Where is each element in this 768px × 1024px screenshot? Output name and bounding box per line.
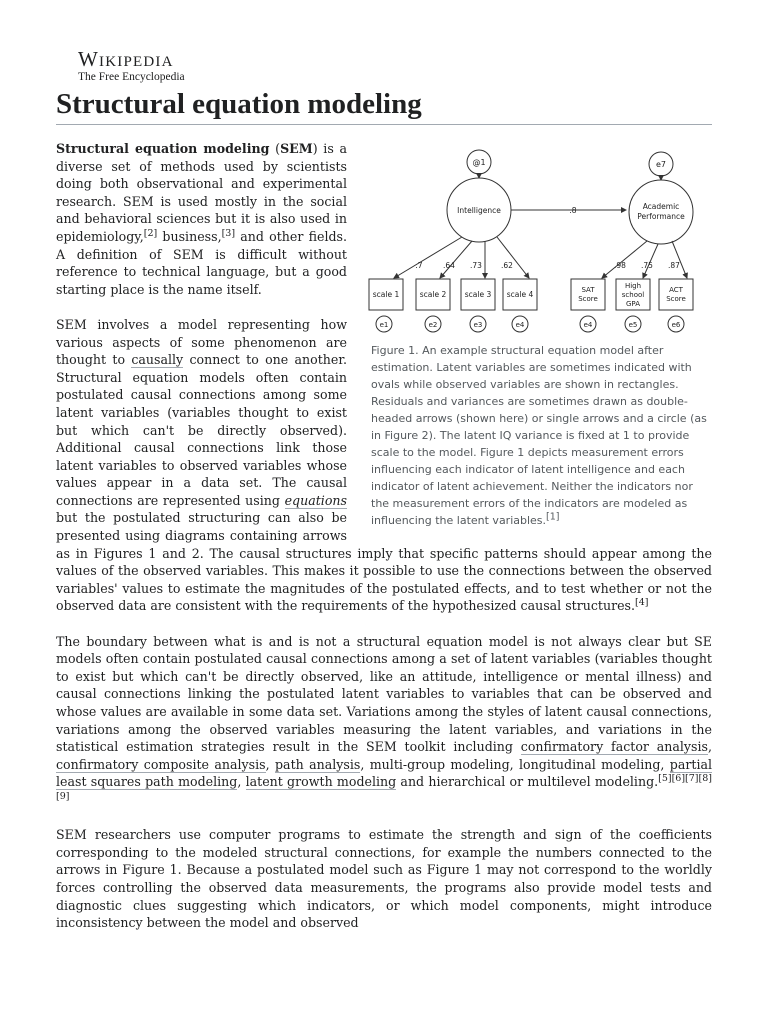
indicator-act-label-1: ACT xyxy=(669,286,683,294)
loading-gpa: .75 xyxy=(641,261,653,270)
indicator-scale-4-label: scale 4 xyxy=(506,290,534,299)
link-confirmatory-composite-analysis[interactable]: confirmatory composite analysis xyxy=(56,756,266,772)
link-equations[interactable] xyxy=(285,493,347,509)
p2-text-2: connect to one another. Structural equation models often contain postulated causal connections among some latent variables (variables thought to exist but which can't be directly observed). Additional causal connections link those latent variables to observed variables whose values appear in a data set. The causal connections are represented using xyxy=(56,352,347,508)
link-causally[interactable]: causally xyxy=(131,352,184,368)
indicator-gpa-label-1: High xyxy=(624,282,642,290)
ref-3[interactable]: [3] xyxy=(221,227,236,239)
loading-sat: .98 xyxy=(614,261,626,270)
figure-caption xyxy=(367,342,712,529)
ref-2[interactable]: [2] xyxy=(143,227,158,239)
indicator-gpa-label-2: school xyxy=(621,291,645,299)
p3-sep-2: , xyxy=(265,756,275,772)
p1-open-paren: ( xyxy=(269,141,281,156)
error-e1-label: e1 xyxy=(379,321,389,329)
wikipedia-logo[interactable] xyxy=(78,48,185,83)
p3-text-1: The boundary between what is and is not a structural equation model is not always clear but SE models often contain postulated causal connections among a set of latent variables (variables thought to exist but which can't be directly observed, like an attitude, intelligence or mental illness) and causal connections linking the postulated latent variables to variables that can be observed and whose values are available in some data set. Variations among the styles of latent causal connections, variations among the observed variables measuring the latent variables, and variations in the statistical estimation strategies result in the SEM toolkit including xyxy=(56,633,712,755)
indicator-sat-label-2: Score xyxy=(578,295,598,303)
refs-5-9[interactable]: [5][6][7][8][9] xyxy=(56,773,712,802)
error-e5-label: e5 xyxy=(628,321,638,329)
link-equations-text: equations xyxy=(284,492,347,508)
path-coefficient: .8 xyxy=(569,206,577,215)
latent-error-left-label: @1 xyxy=(472,158,486,167)
p3-sep-3: , multi-group modeling, longitudinal modeling, xyxy=(360,756,670,772)
link-pls-path-modeling[interactable]: partial least squares path modeling xyxy=(56,756,713,790)
error-e4-label: e4 xyxy=(515,321,525,329)
indicator-gpa-label-3: GPA xyxy=(626,300,640,308)
link-path-analysis[interactable]: path analysis xyxy=(275,756,361,772)
p1-text-1: ) is a diverse set of methods used by scientists doing both observational and experimental research. SEM is used mostly in the social and behavioral sciences but it is also used in epidemiology, xyxy=(56,141,348,244)
loading-scale-2: .64 xyxy=(443,261,455,270)
logo-wordmark: Wikipedia xyxy=(78,47,174,71)
indicator-scale-2-label: scale 2 xyxy=(419,290,447,299)
article-body xyxy=(56,140,712,949)
indicator-sat-label-1: SAT xyxy=(581,286,595,294)
link-confirmatory-factor-analysis[interactable]: confirmatory factor analysis xyxy=(520,739,708,755)
p1-text-3: and other fields. A definition of SEM is difficult without reference to technical language, but a good starting place is the name itself. xyxy=(56,228,347,297)
p1-text-2: business, xyxy=(157,228,222,244)
page-title: Structural equation modeling xyxy=(56,86,712,125)
loading-scale-1: .7 xyxy=(415,261,423,270)
logo-tagline: The Free Encyclopedia xyxy=(78,71,185,83)
indicator-scale-3-label: scale 3 xyxy=(464,290,492,299)
loading-scale-3: .73 xyxy=(470,261,482,270)
error-e4-b-label: e4 xyxy=(583,321,593,329)
indicator-scale-1-label: scale 1 xyxy=(372,290,400,299)
latent-academic-label-2: Performance xyxy=(637,212,685,221)
latent-error-right-label: e7 xyxy=(655,160,667,169)
term-sem: Structural equation modeling xyxy=(56,141,270,156)
paragraph-4 xyxy=(56,826,712,932)
error-terms xyxy=(376,316,684,332)
indicator-act-label-2: Score xyxy=(666,295,686,303)
latent-academic-label-1: Academic xyxy=(642,202,680,211)
p2-text-3: but the postulated structuring can also be presented using diagrams containing arrows as in Figures 1 and 2. The causal structures imply that specific patterns should appear among the values of the observed variables. This makes it possible to use the connections between the observed variables' values to estimate the magnitudes of the postulated effects, and to test whether or not the observed data are consistent with the requirements of the hypothesized causal structures. xyxy=(56,510,712,614)
p4-text-1: SEM researchers use computer programs to estimate the strength and sign of the coefficients corresponding to the modeled structural connections, for example the numbers connected to the arrows in Figure 1. Because a postulated model such as Figure 1 may not correspond to the worldly forces controlling the observed data measurements, the programs also provide model tests and diagnostic clues suggesting which indicators, or which model components, might introduce inconsistency between the model and observed xyxy=(56,827,712,931)
term-abbr: SEM xyxy=(280,141,313,156)
error-e6-label: e6 xyxy=(671,321,681,329)
sem-diagram xyxy=(367,140,712,340)
p2-text-1: SEM involves a model representing how various aspects of some phenomenon are thought to xyxy=(56,316,347,368)
link-latent-growth-modeling[interactable]: latent growth modeling xyxy=(245,774,397,790)
error-e2-label: e2 xyxy=(428,321,438,329)
caption-ref-1[interactable]: [1] xyxy=(546,511,560,523)
ref-4[interactable]: [4] xyxy=(635,597,649,609)
p3-sep-1: , xyxy=(707,739,712,755)
error-e3-label: e3 xyxy=(473,321,483,329)
latent-intelligence-label: Intelligence xyxy=(457,206,501,215)
paragraph-3 xyxy=(56,633,712,809)
p3-sep-4: , xyxy=(237,774,246,790)
figure-1 xyxy=(367,140,712,529)
loading-act: .87 xyxy=(668,261,680,270)
p3-sep-5: and hierarchical or multilevel modeling. xyxy=(396,774,659,790)
caption-text: Figure 1. An example structural equation model after estimation. Latent variables are sometimes indicated with ovals while observed variables are shown in rectangles. Residuals and variances are sometimes drawn as double-headed arrows (shown here) or single arrows and a circle (as in Figure 2). The latent IQ variance is fixed at 1 to provide scale to the model. Figure 1 depicts measurement errors influencing each indicator of latent intelligence and each indicator of latent achievement. Neither the indicators nor the measurement errors of the indicators are modeled as influencing the latent variables. xyxy=(371,344,707,527)
loading-scale-4: .62 xyxy=(501,261,513,270)
